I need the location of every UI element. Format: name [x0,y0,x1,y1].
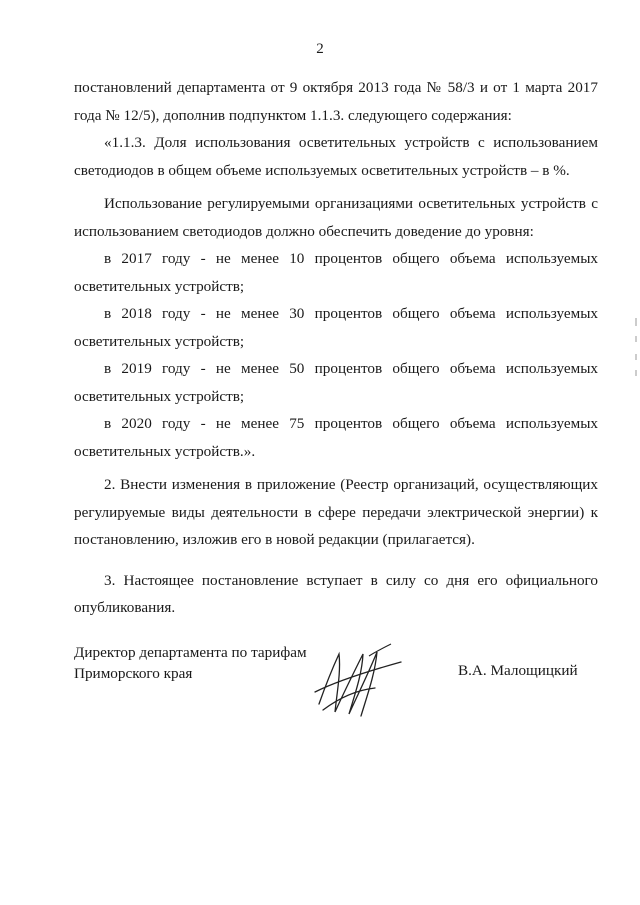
paragraph-year-2019: в 2019 году - не менее 50 процентов общего объема используемых осветительных устройств; [74,360,598,405]
paragraph-year-2018: в 2018 году - не менее 30 процентов общего объема используемых осветительных устройств; [74,305,598,350]
signatory-position [74,642,307,684]
paragraph-item-3: 3. Настоящее постановление вступает в силу со дня его официального опубликования. [74,571,598,616]
paragraph-year-2017: в 2017 году - не менее 10 процентов общего объема используемых осветительных устройств; [74,250,598,295]
handwritten-signature-image [305,632,415,722]
document-body [74,74,598,622]
paragraph-led-usage: Использование регулируемыми организациями осветительных устройств с использованием светодиодов должно обеспечить доведение до уровня: [74,195,598,240]
page-number: 2 [316,41,324,57]
paragraph-item-2: 2. Внести изменения в приложение (Реестр организаций, осуществляющих регулируемые виды деятельности в сфере передачи электрической энергии) к постановлению, изложив его в новой редакции (прилагается). [74,476,598,548]
paragraph-year-2020: в 2020 году - не менее 75 процентов общего объема используемых осветительных устройств.». [74,415,598,460]
signatory-position-line1: Директор департамента по тарифам [74,644,307,661]
paragraph-intro: постановлений департамента от 9 октября 2013 года № 58/3 и от 1 марта 2017 года № 12/5), дополнив подпунктом 1.1.3. следующего содержания: [74,79,598,124]
margin-scan-marks [634,318,638,378]
paragraph-subpoint-1-1-3: «1.1.3. Доля использования осветительных устройств с использованием светодиодов в общем объеме используемых осветительных устройств – в %. [74,134,598,179]
signatory-name: В.А. Малощицкий [458,662,578,679]
signatory-position-line2: Приморского края [74,665,193,682]
